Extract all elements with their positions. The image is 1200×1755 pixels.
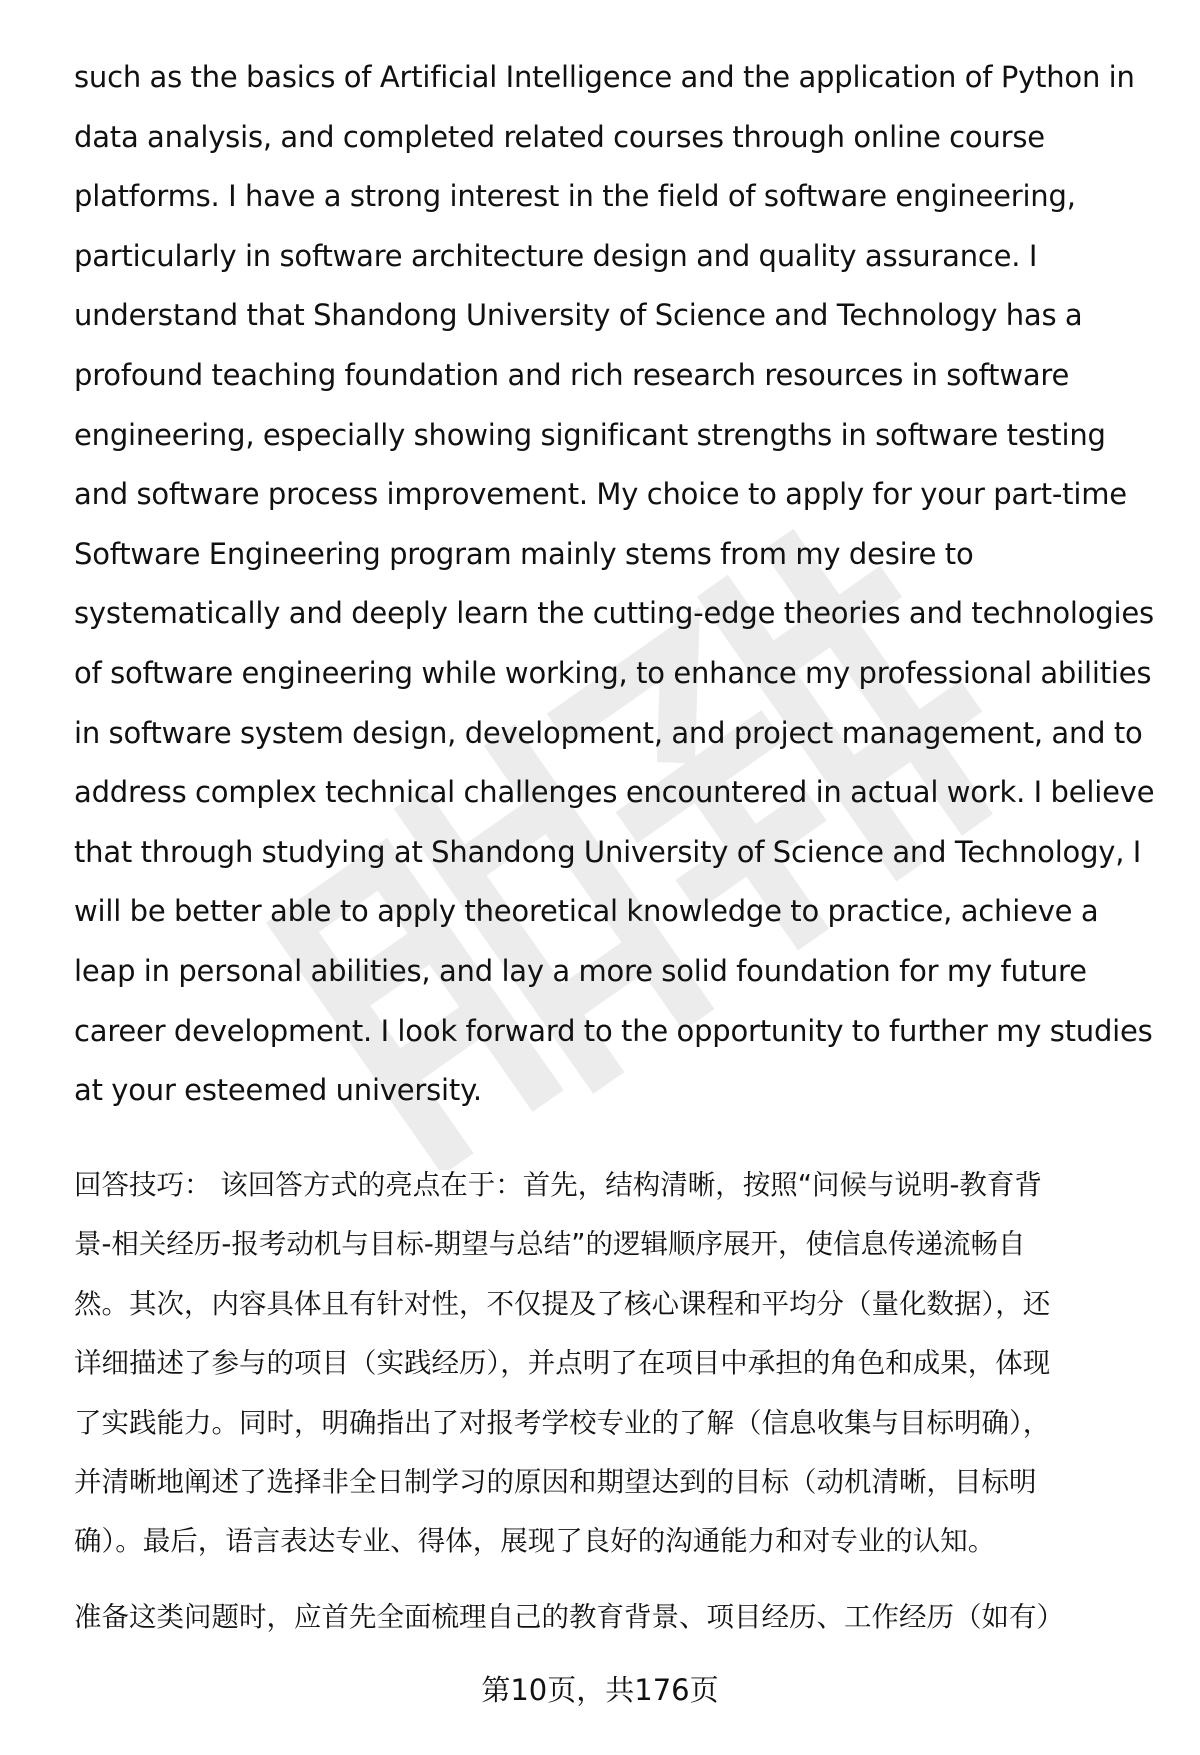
page-number-footer: 第10页，共176页	[481, 1673, 719, 1707]
paragraph-personal-statement: such as the basics of Artificial Intelligence and the application of Python in data analysis, and completed related courses through online course platforms. I have a strong interest in the field of software engineering, particularly in software architecture design and quality assurance. I understand that Shandong University of Science and Technology has a profound teaching foundation and rich research resources in software engineering, especially showing significant strengths in software testing and software process improvement. My choice to apply for your part-time Software Engineering program mainly stems from my desire to systematically and deeply learn the cutting-edge theories and technologies of software engineering while working, to enhance my professional abilities in software system design, development, and project management, and to address complex technical challenges encountered in actual work. I believe that through studying at Shandong University of Science and Technology, I will be better able to apply theoretical knowledge to practice, achieve a leap in personal abilities, and lay a more solid foundation for my future career development. I look forward to the opportunity to further my studies at your esteemed university.	[74, 60, 1155, 1108]
paragraph-preparation-advice: 准备这类问题时，应首先全面梳理自己的教育背景、项目经历、工作经历（如有）	[74, 1601, 1064, 1633]
paragraph-answer-tips: 回答技巧： 该回答方式的亮点在于：首先，结构清晰，按照“问候与说明-教育背 景-相关经历-报考动机与目标-期望与总结”的逻辑顺序展开，使信息传递流畅自 然。其次，内容具体且有针对性，不仅提及了核心课程和平均分（量化数据），还 详细描述了参与的项目（实践经历），并点明了在项目中承担的角色和成果，体现 了实践能力。同时，明确指出了对报考学校专业的了解（信息收集与目标明确）， 并清晰地阐述了选择非全日制学习的原因和期望达到的目标（动机清晰，目标明 确）。最后，语言表达专业、得体，展现了良好的沟通能力和对专业的认知。	[74, 1169, 1051, 1558]
